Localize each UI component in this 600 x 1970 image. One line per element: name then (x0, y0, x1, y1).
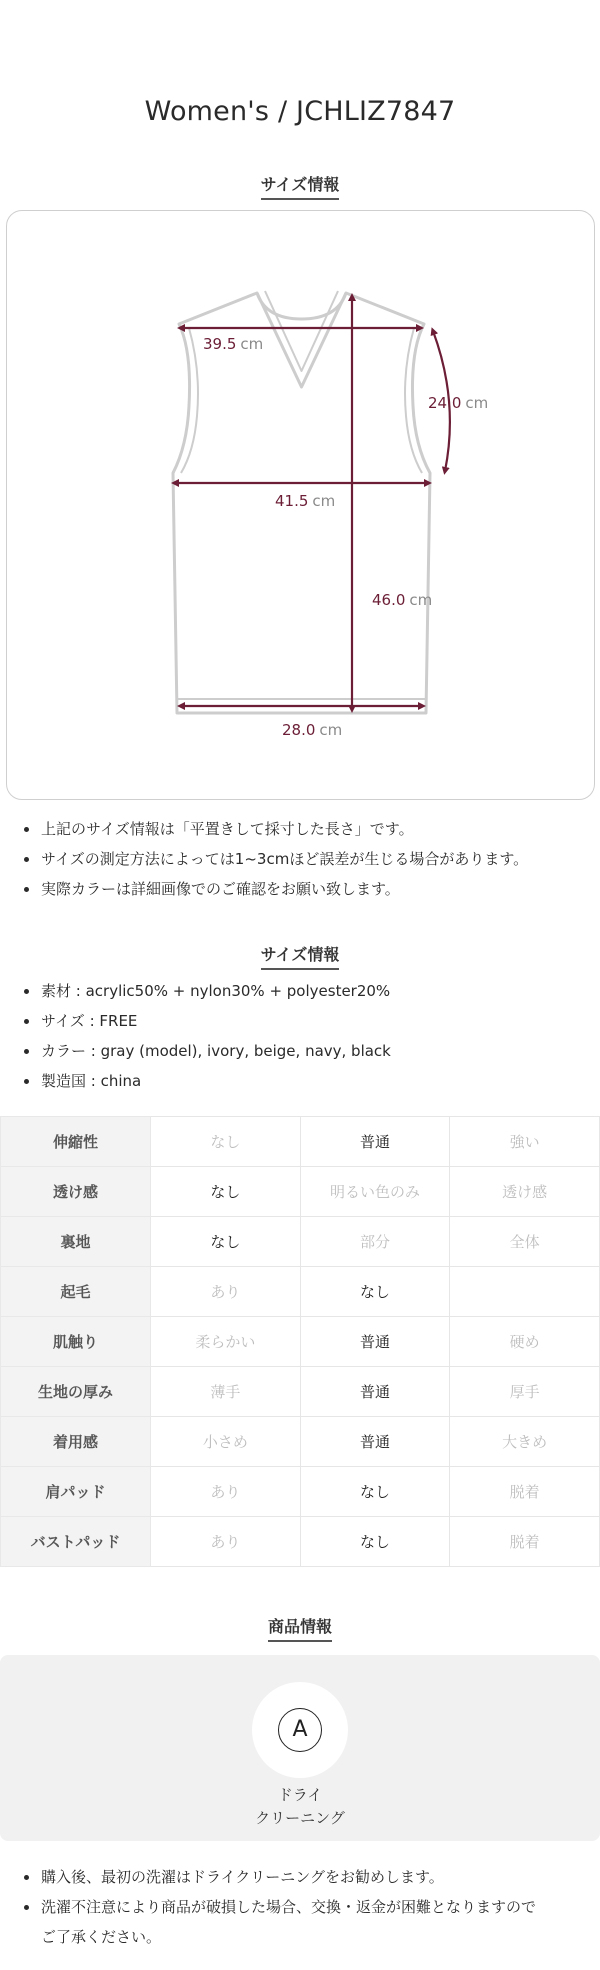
info-section-heading (0, 942, 600, 970)
care-label (0, 1784, 600, 1830)
attribute-label: 肩パッド (1, 1467, 151, 1517)
attribute-label: 肌触り (1, 1317, 151, 1367)
product-section-heading (0, 1614, 600, 1642)
table-row (1, 1267, 600, 1317)
attribute-option: 全体 (450, 1217, 600, 1267)
table-row (1, 1367, 600, 1417)
table-row (1, 1467, 600, 1517)
attribute-option: なし (300, 1517, 450, 1567)
dry-clean-icon: A (278, 1708, 322, 1752)
shoulder-measurement (203, 335, 263, 353)
size-section-heading-text: サイズ情報 (261, 172, 340, 200)
list-item: 素材 : acrylic50% + nylon30% + polyester20% (20, 976, 590, 1006)
list-item: カラー : gray (model), ivory, beige, navy, black (20, 1036, 590, 1066)
length-unit: cm (409, 591, 433, 609)
attribute-option: 普通 (300, 1117, 450, 1167)
attribute-option: 普通 (300, 1367, 450, 1417)
chest-measurement (275, 492, 335, 510)
dry-clean-icon-wrapper (252, 1682, 348, 1778)
attribute-option: 硬め (450, 1317, 600, 1367)
attribute-label: バストパッド (1, 1517, 151, 1567)
table-row (1, 1517, 600, 1567)
list-item-continuation: ご了承ください。 (41, 1928, 162, 1946)
attribute-option: 小さめ (151, 1417, 301, 1467)
care-label-line2: クリーニング (255, 1809, 345, 1827)
attribute-option: あり (151, 1517, 301, 1567)
list-item: サイズ : FREE (20, 1006, 590, 1036)
shoulder-unit: cm (240, 335, 264, 353)
hem-measurement (282, 721, 342, 739)
attribute-option: 部分 (300, 1217, 450, 1267)
attribute-option: 強い (450, 1117, 600, 1167)
list-item: 実際カラーは詳細画像でのご確認をお願い致します。 (20, 874, 590, 904)
info-section-heading-text: サイズ情報 (261, 942, 340, 970)
hem-value: 28.0 (282, 721, 316, 739)
armhole-unit: cm (465, 394, 489, 412)
attribute-label: 裏地 (1, 1217, 151, 1267)
attribute-label: 生地の厚み (1, 1367, 151, 1417)
attribute-option: 明るい色のみ (300, 1167, 450, 1217)
product-info-list (20, 976, 590, 1096)
attribute-option: あり (151, 1267, 301, 1317)
armhole-value: 24.0 (428, 394, 462, 412)
attribute-option: 脱着 (450, 1467, 600, 1517)
size-section-heading (0, 172, 600, 200)
fabric-attribute-table (0, 1116, 600, 1567)
attribute-label: 伸縮性 (1, 1117, 151, 1167)
attribute-option: 普通 (300, 1317, 450, 1367)
chest-unit: cm (312, 492, 336, 510)
attribute-option: 厚手 (450, 1367, 600, 1417)
size-notes-list (20, 814, 590, 904)
attribute-option: 柔らかい (151, 1317, 301, 1367)
attribute-option: 脱着 (450, 1517, 600, 1567)
list-item: 製造国 : china (20, 1066, 590, 1096)
care-label-line1: ドライ (277, 1786, 323, 1804)
attribute-option: 大きめ (450, 1417, 600, 1467)
care-instructions-box (0, 1655, 600, 1841)
attribute-option: あり (151, 1467, 301, 1517)
attribute-option: なし (151, 1167, 301, 1217)
list-item: サイズの測定方法によっては1~3cmほど誤差が生じる場合があります。 (20, 844, 590, 874)
attribute-option: 透け感 (450, 1167, 600, 1217)
attribute-option: なし (300, 1267, 450, 1317)
attribute-option: 薄手 (151, 1367, 301, 1417)
length-measurement (372, 591, 432, 609)
care-notes-list (20, 1862, 590, 1952)
attribute-option: なし (300, 1467, 450, 1517)
length-value: 46.0 (372, 591, 406, 609)
chest-value: 41.5 (275, 492, 309, 510)
hem-unit: cm (319, 721, 343, 739)
list-item: 上記のサイズ情報は「平置きして採寸した長さ」です。 (20, 814, 590, 844)
table-row (1, 1317, 600, 1367)
list-item: 洗濯不注意により商品が破損した場合、交換・返金が困難となりますので (20, 1892, 590, 1922)
attribute-option: なし (151, 1217, 301, 1267)
table-row (1, 1217, 600, 1267)
attribute-option: なし (151, 1117, 301, 1167)
size-diagram-box (6, 210, 595, 800)
list-item: 購入後、最初の洗濯はドライクリーニングをお勧めします。 (20, 1862, 590, 1892)
page-title: Women's / JCHLIZ7847 (144, 96, 456, 127)
product-section-heading-text: 商品情報 (268, 1614, 332, 1642)
table-row (1, 1417, 600, 1467)
attribute-option (450, 1267, 600, 1317)
table-row (1, 1117, 600, 1167)
shoulder-value: 39.5 (203, 335, 237, 353)
attribute-label: 透け感 (1, 1167, 151, 1217)
attribute-label: 起毛 (1, 1267, 151, 1317)
armhole-measurement (428, 394, 488, 412)
attribute-label: 着用感 (1, 1417, 151, 1467)
table-row (1, 1167, 600, 1217)
attribute-option: 普通 (300, 1417, 450, 1467)
